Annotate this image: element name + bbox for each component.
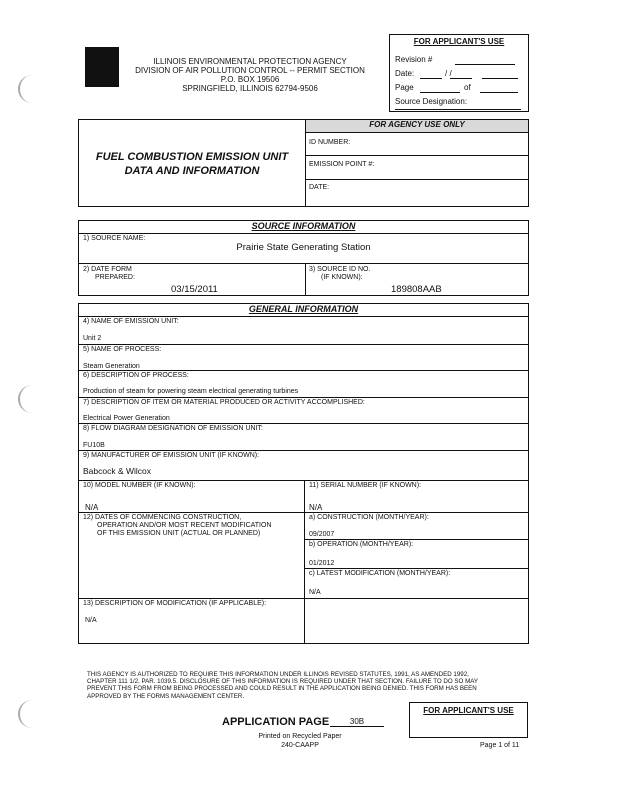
dates-label-3: OF THIS EMISSION UNIT (ACTUAL OR PLANNED) — [97, 530, 261, 537]
operation-date-label: b) OPERATION (MONTH/YEAR): — [309, 541, 414, 548]
dates-label-1: 12) DATES OF COMMENCING CONSTRUCTION, — [83, 514, 242, 521]
date-separator: / / — [445, 69, 452, 78]
emission-point-label: EMISSION POINT #: — [309, 161, 375, 168]
form-title — [79, 150, 305, 178]
punch-hole-mark — [18, 385, 34, 413]
agency-line-4: SPRINGFIELD, ILLINOIS 62794-9506 — [182, 84, 318, 93]
process-name-label: 5) NAME OF PROCESS: — [83, 346, 162, 353]
agency-line-1: ILLINOIS ENVIRONMENTAL PROTECTION AGENCY — [153, 57, 347, 66]
modification-description-value[interactable]: N/A — [85, 617, 97, 624]
construction-date-value[interactable]: 09/2007 — [309, 531, 335, 538]
form-number: 240-CAAPP — [281, 742, 319, 749]
revision-field[interactable] — [455, 64, 515, 65]
dates-label-2: OPERATION AND/OR MOST RECENT MODIFICATION — [97, 522, 272, 529]
process-description-value[interactable]: Production of steam for powering steam electrical generating turbines — [83, 388, 299, 395]
source-id-label-2: (IF KNOWN): — [321, 274, 363, 281]
emission-unit-name-label: 4) NAME OF EMISSION UNIT: — [83, 318, 179, 325]
form-title-line-1: FUEL COMBUSTION EMISSION UNIT — [95, 151, 289, 163]
process-description-label: 6) DESCRIPTION OF PROCESS: — [83, 372, 189, 379]
agency-line-2: DIVISION OF AIR POLLUTION CONTROL -- PERMIT SECTION — [135, 66, 365, 75]
date-label: Date: — [395, 69, 415, 78]
page-of-total: Page 1 of 11 — [480, 742, 520, 749]
item-description-label: 7) DESCRIPTION OF ITEM OR MATERIAL PRODUCED OR ACTIVITY ACCOMPLISHED: — [83, 399, 365, 406]
form-title-box — [78, 119, 529, 207]
date-form-label-2: PREPARED: — [95, 274, 135, 281]
general-information-header: GENERAL INFORMATION — [248, 304, 359, 314]
page-field[interactable] — [420, 92, 460, 93]
id-number-label: ID NUMBER: — [309, 139, 351, 146]
flow-diagram-label: 8) FLOW DIAGRAM DESIGNATION OF EMISSION UNIT: — [83, 425, 263, 432]
of-field[interactable] — [480, 92, 518, 93]
source-information-section — [78, 220, 529, 296]
source-information-header: SOURCE INFORMATION — [251, 221, 356, 231]
source-name-label: 1) SOURCE NAME: — [83, 235, 146, 242]
emission-unit-name-value[interactable]: Unit 2 — [83, 335, 102, 342]
page-label: Page — [395, 83, 414, 92]
legal-notice-line-3: PREVENT THIS FORM FROM BEING PROCESSED AND COULD RESULT IN THE APPLICATION BEING DENIED. THIS FORM HAS BEEN — [87, 685, 477, 693]
punch-hole-mark — [18, 75, 34, 103]
applicant-use-title: FOR APPLICANT'S USE — [413, 37, 505, 46]
flow-diagram-value[interactable]: FU10B — [83, 442, 105, 449]
general-information-section — [78, 303, 529, 644]
source-id-label-1: 3) SOURCE ID NO. — [309, 266, 371, 273]
construction-date-label: a) CONSTRUCTION (MONTH/YEAR): — [309, 514, 429, 521]
agency-header — [110, 57, 390, 93]
source-id-value[interactable]: 189808AAB — [391, 284, 442, 295]
modification-description-label: 13) DESCRIPTION OF MODIFICATION (IF APPLICABLE): — [83, 600, 267, 607]
agency-use-title: FOR AGENCY USE ONLY — [306, 120, 528, 132]
operation-date-value[interactable]: 01/2012 — [309, 560, 335, 567]
punch-hole-mark — [18, 700, 34, 728]
agency-date-label: DATE: — [309, 184, 330, 191]
applicant-use-bottom-title: FOR APPLICANT'S USE — [423, 706, 514, 715]
model-number-value[interactable]: N/A — [85, 503, 99, 512]
modification-date-label: c) LATEST MODIFICATION (MONTH/YEAR): — [309, 570, 451, 577]
revision-label: Revision # — [395, 55, 433, 64]
date-form-value[interactable]: 03/15/2011 — [171, 284, 218, 295]
applicant-use-box-top — [389, 34, 529, 112]
of-label: of — [464, 83, 471, 92]
process-name-value[interactable]: Steam Generation — [83, 363, 140, 370]
manufacturer-label: 9) MANUFACTURER OF EMISSION UNIT (IF KNOWN): — [83, 452, 260, 459]
item-description-value[interactable]: Electrical Power Generation — [83, 415, 170, 422]
source-name-value[interactable]: Prairie State Generating Station — [236, 242, 371, 253]
legal-notice-line-2: CHAPTER 111 1/2, PAR. 1039.5. DISCLOSURE OF THIS INFORMATION IS REQUIRED UNDER THAT SECTION. FAILURE TO DO SO MAY — [87, 678, 479, 686]
modification-date-value[interactable]: N/A — [309, 589, 321, 596]
serial-number-label: 11) SERIAL NUMBER (IF KNOWN): — [309, 482, 422, 489]
legal-notice — [87, 671, 527, 700]
applicant-use-box-bottom[interactable] — [409, 702, 528, 738]
legal-notice-line-4: APPROVED BY THE FORMS MANAGEMENT CENTER. — [87, 692, 245, 700]
source-designation-label: Source Designation: — [395, 97, 468, 106]
date-form-label-1: 2) DATE FORM — [83, 266, 132, 273]
legal-notice-line-1: THIS AGENCY IS AUTHORIZED TO REQUIRE THIS INFORMATION UNDER ILLINOIS REVISED STATUTES, 1991, AS AMENDED 1992, — [87, 671, 469, 678]
manufacturer-value[interactable]: Babcock & Wilcox — [83, 466, 152, 476]
application-page-label: APPLICATION PAGE — [222, 716, 330, 728]
form-title-line-2: DATA AND INFORMATION — [124, 165, 260, 177]
serial-number-value[interactable]: N/A — [309, 503, 323, 512]
source-designation-field[interactable] — [395, 109, 521, 110]
recycled-paper-note: Printed on Recycled Paper — [258, 733, 342, 740]
agency-line-3: P.O. BOX 19506 — [220, 75, 280, 84]
application-page-value[interactable]: 30B — [330, 717, 384, 727]
model-number-label: 10) MODEL NUMBER (IF KNOWN): — [83, 482, 196, 489]
